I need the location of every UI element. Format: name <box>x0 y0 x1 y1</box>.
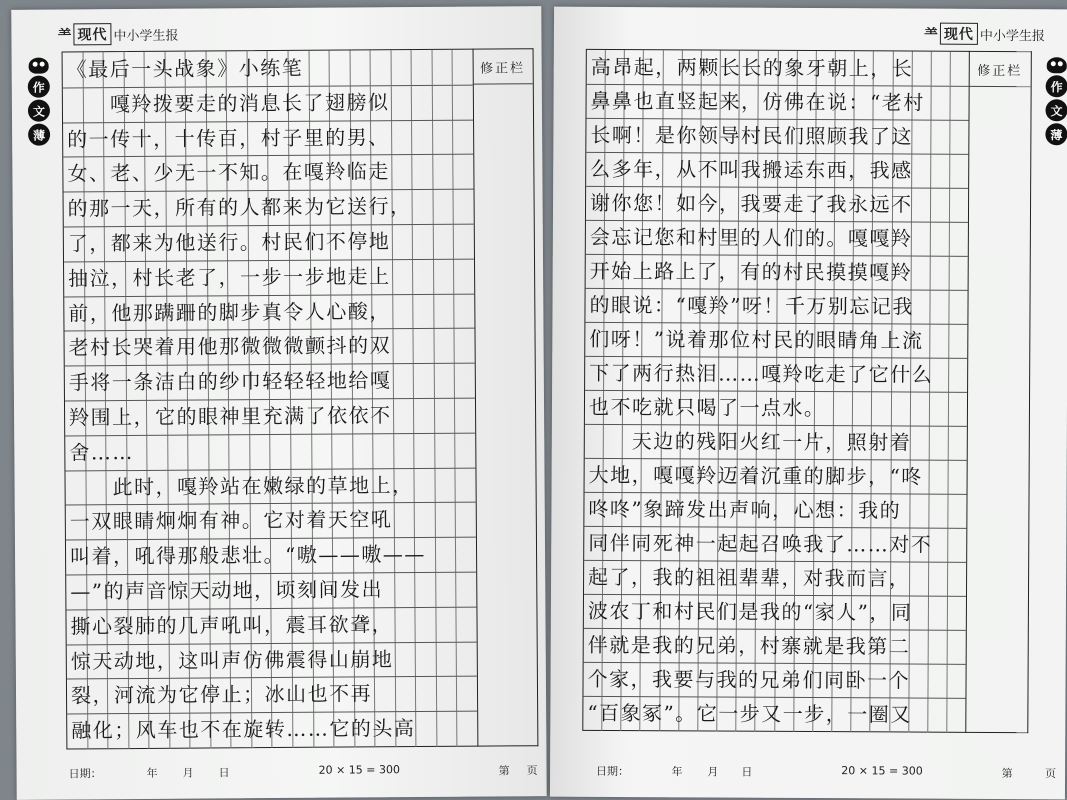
right-page <box>550 7 1067 800</box>
composition-tab <box>26 58 53 146</box>
brand-box: 现代 <box>73 23 111 45</box>
handwritten-line: 同伴同死神一起起召唤我了……对不 <box>588 530 933 557</box>
correction-column <box>965 51 1032 733</box>
brand-name: 中小学生报 <box>113 28 179 44</box>
day-label: 日 <box>218 766 230 780</box>
handwritten-line: 谢你您！如今，我要走了我永远不 <box>589 190 913 217</box>
handwritten-line: 们呀！”说着那位村民的眼睛角上流 <box>589 326 924 353</box>
handwritten-line: 大地，嘎嘎羚迈着沉重的脚步，“咚 <box>588 462 923 489</box>
divider <box>473 83 533 84</box>
correction-label: 修正栏 <box>977 63 1023 80</box>
left-page <box>11 6 547 800</box>
tab-char: 薄 <box>1045 123 1067 145</box>
handwritten-line: 老村长哭着用他那微微微颤抖的双 <box>68 333 392 360</box>
page-footer <box>69 762 539 781</box>
page-prefix: 第 <box>1001 767 1013 781</box>
correction-column <box>473 48 539 746</box>
page-footer <box>596 763 1056 781</box>
handwritten-line: 此时，嘎羚站在嫩绿的草地上， <box>69 472 414 500</box>
handwritten-line: 前，他那蹒跚的脚步真令人心酸， <box>68 298 391 326</box>
mascot-icon <box>29 58 49 74</box>
newspaper-brand <box>57 23 178 46</box>
page-suffix: 页 <box>1045 767 1057 781</box>
year-label: 年 <box>671 765 683 779</box>
handwritten-line: 开始上路上了，有的村民摸摸嘎羚 <box>589 258 913 285</box>
handwritten-line: 波农丁和村民们是我的“家人”，同 <box>587 598 913 625</box>
year-label: 年 <box>146 766 158 780</box>
handwritten-line: 撕心裂肺的几声吼叫，震耳欲聋， <box>70 612 394 639</box>
tab-char: 文 <box>28 100 50 122</box>
handwritten-line: 天边的残阳火红一片，照射着 <box>588 428 912 455</box>
handwritten-line: 伴就是我的兄弟，村寨就是我第二 <box>587 632 911 659</box>
mascot-icon <box>1047 57 1067 73</box>
grid-formula: 20 × 15 = 300 <box>318 763 401 777</box>
handwritten-line: 羚围上，它的眼神里充满了依依不 <box>69 403 392 430</box>
writing-grid <box>62 49 479 750</box>
handwritten-line: 会忘记您和村里的人们的。嘎嘎羚 <box>589 224 913 251</box>
tab-char: 薄 <box>28 124 50 146</box>
handwritten-line: 手将一条洁白的纱巾轻轻轻地给嘎 <box>68 368 392 395</box>
handwritten-line: 长啊！是你领导村民们照顾我了这 <box>590 122 913 149</box>
tab-char: 文 <box>1045 99 1067 121</box>
month-label: 月 <box>182 766 194 780</box>
handwritten-line: 舍…… <box>69 439 134 465</box>
handwritten-line: 也不吃就只喝了一点水。 <box>588 394 826 421</box>
handwritten-line: 鼻鼻也直竖起来，仿佛在说：“老村 <box>590 88 925 115</box>
handwritten-line: 女、老、少无一不知。在嘎羚临走 <box>67 159 390 186</box>
composition-tab <box>1043 57 1067 145</box>
tab-char: 作 <box>1046 75 1067 97</box>
page-suffix: 页 <box>526 764 538 778</box>
page-prefix: 第 <box>498 764 510 778</box>
handwritten-line: 嘎羚拨要走的消息长了翅膀似 <box>66 90 390 117</box>
brand-mark: ⺷ <box>923 26 938 43</box>
day-label: 日 <box>741 765 753 779</box>
handwritten-line: —”的声音惊天动地，顷刻间发出 <box>70 577 384 604</box>
handwritten-line: 么多年，从不叫我搬运东西，我感 <box>590 156 913 183</box>
writing-grid <box>582 49 970 733</box>
handwritten-line: 个家，我要与我的兄弟们同卧一个 <box>587 666 911 693</box>
handwritten-line: 起了，我的祖祖辈辈，对我而言， <box>588 564 911 591</box>
handwritten-line: 下了两行热泪……嘎羚吃走了它什么 <box>589 360 934 387</box>
handwritten-line: 叫着，吼得那般悲壮。“嗷——嗷—— <box>69 542 426 569</box>
grid-formula: 20 × 15 = 300 <box>841 764 923 778</box>
handwritten-line: 咚咚”象蹄发出声响，心想：我的 <box>588 496 902 523</box>
brand-mark: ⺷ <box>57 27 72 44</box>
handwritten-line: 融化；风车也不在旋转……它的头高 <box>71 716 416 743</box>
date-label: 日期： <box>68 767 102 781</box>
divider <box>969 86 1031 87</box>
tab-char: 作 <box>28 76 50 98</box>
handwritten-line: 《最后一头战象》小练笔 <box>66 55 304 82</box>
handwritten-line: 一双眼睛炯炯有神。它对着天空吼 <box>69 507 393 534</box>
handwritten-line: 抽泣，村长老了，一步一步地走上 <box>68 264 391 291</box>
handwritten-line: 高昂起，两颗长长的象牙朝上，长 <box>590 54 914 81</box>
brand-name: 中小学生报 <box>979 28 1045 44</box>
handwritten-line: 的眼说：“嘎羚”呀！千万别忘记我 <box>589 292 915 319</box>
month-label: 月 <box>707 765 719 779</box>
handwritten-line: 的那一天，所有的人都来为它送行， <box>67 194 412 221</box>
handwritten-line: 了，都来为他送行。村民们不停地 <box>67 229 391 256</box>
handwritten-line: 惊天动地，这叫声仿佛震得山崩地 <box>70 646 394 674</box>
handwritten-line: “百象冢”。它一步又一步，一圈又 <box>587 700 912 727</box>
correction-label: 修正栏 <box>480 61 526 77</box>
handwritten-line: 的一传十，十传百，村子里的男、 <box>67 124 390 152</box>
brand-box: 现代 <box>940 23 978 45</box>
handwritten-line: 裂，河流为它停止；冰山也不再 <box>70 681 373 708</box>
date-label: 日期： <box>596 764 630 779</box>
newspaper-brand <box>924 23 1045 46</box>
